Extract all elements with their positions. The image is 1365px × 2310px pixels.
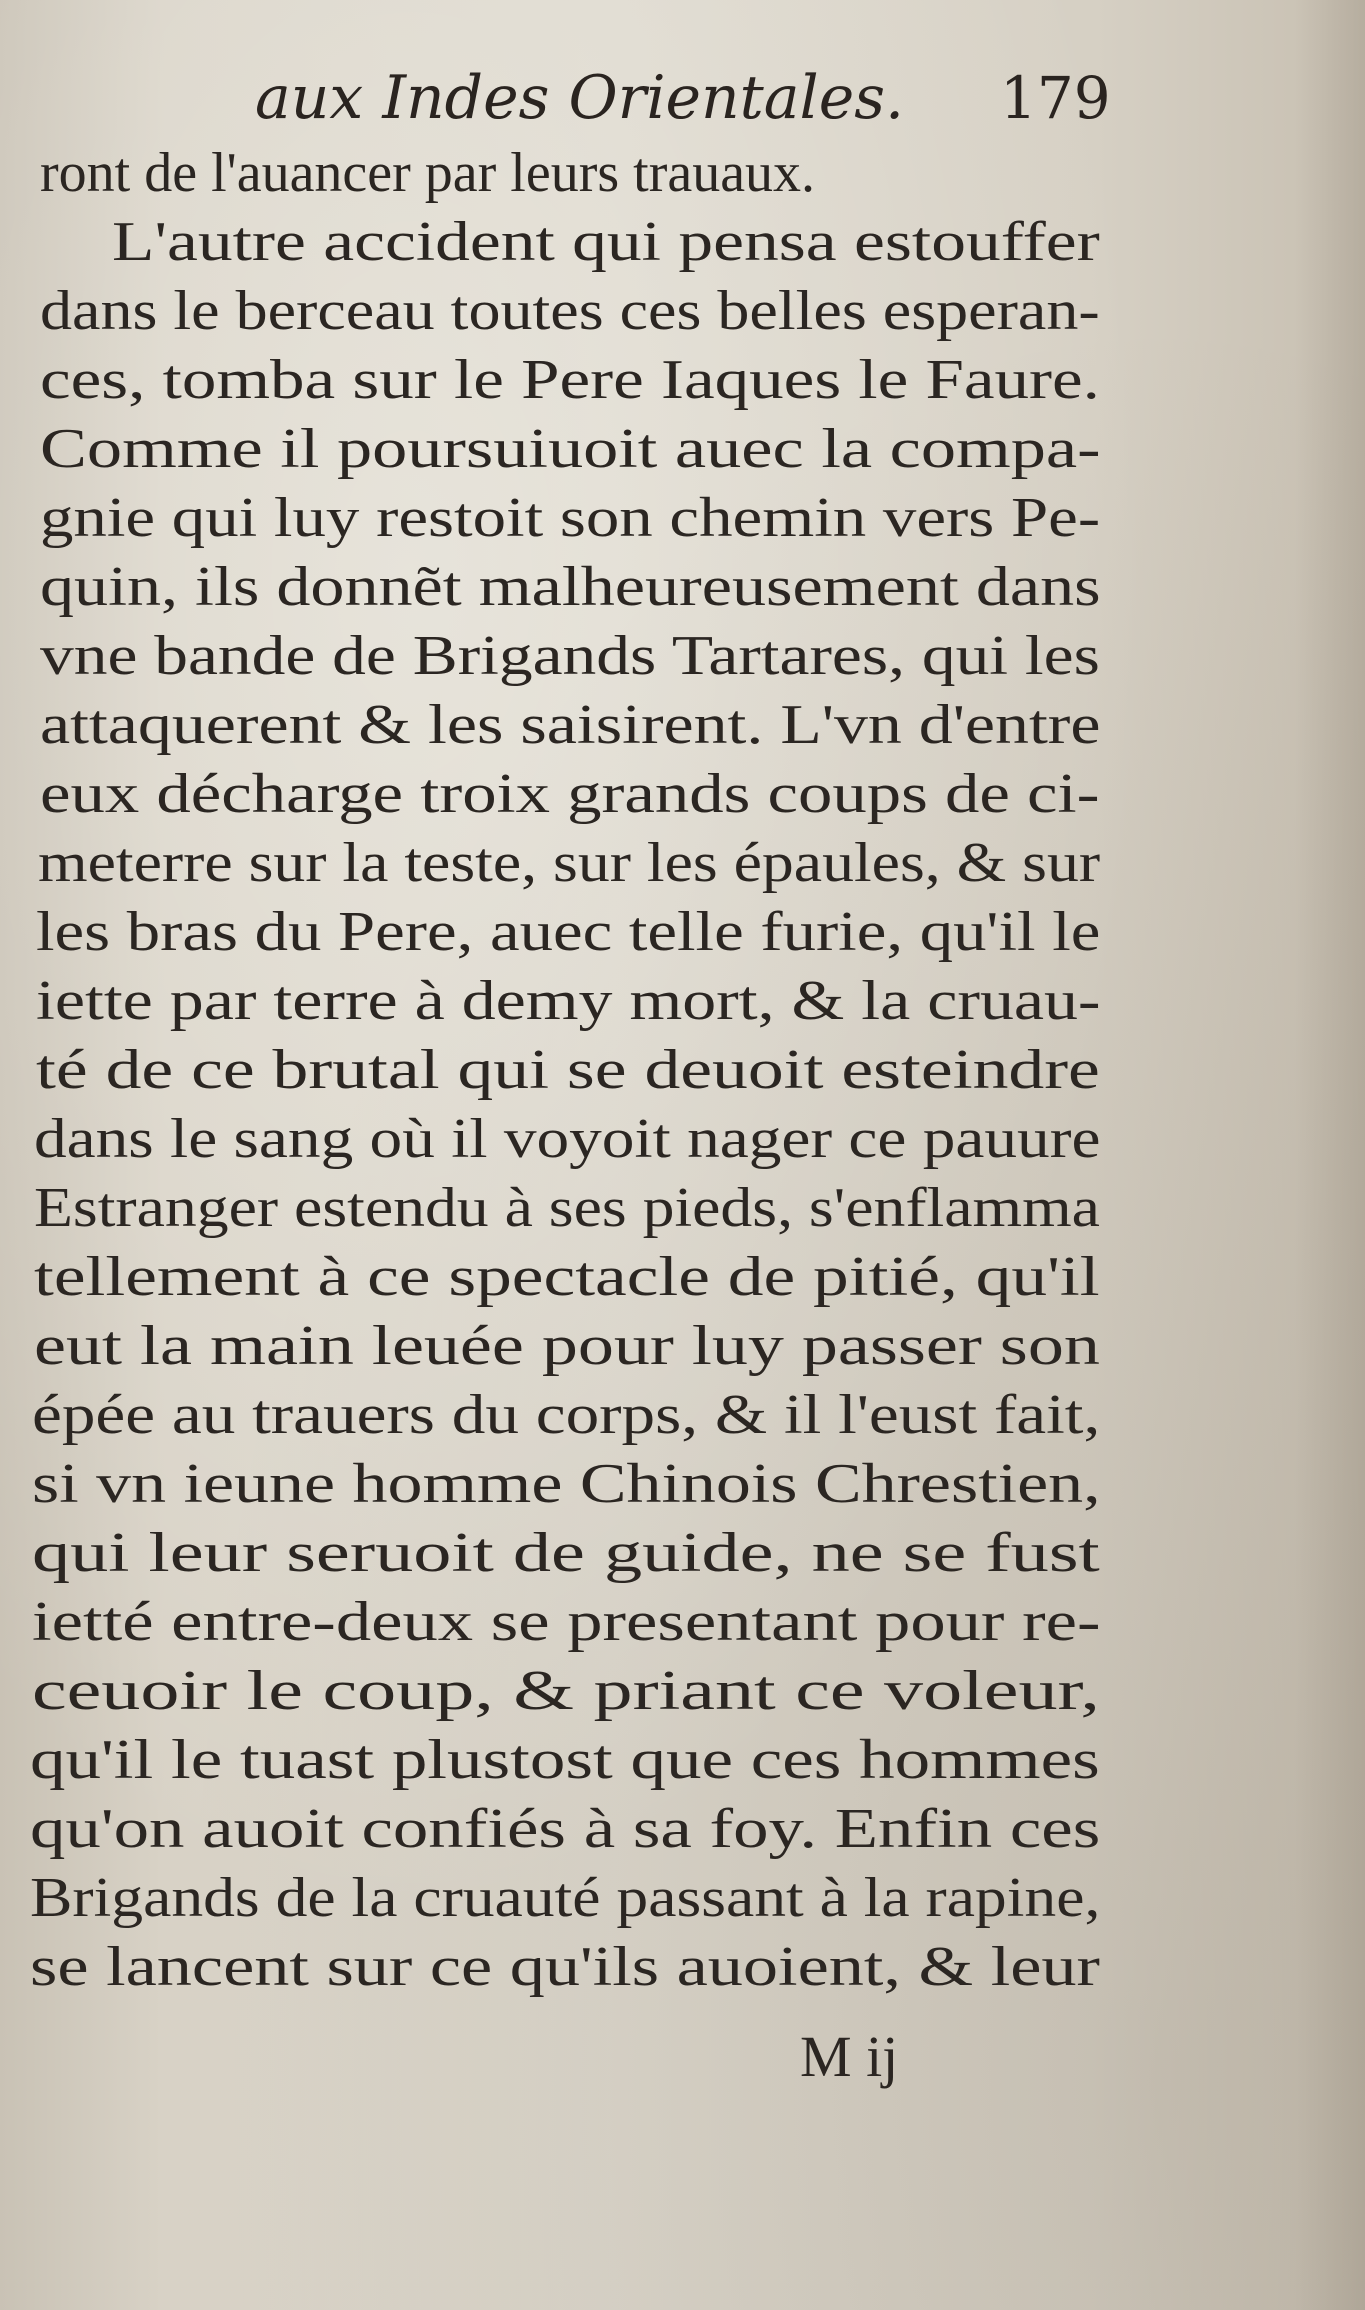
text-line: dans le berceau toutes ces belles esperan- — [40, 280, 1100, 342]
text-line: L'autre accident qui pensa estouffer — [112, 211, 1100, 273]
text-line: vne bande de Brigands Tartares, qui les — [40, 625, 1100, 687]
running-head: aux Indes Orientales. — [255, 63, 905, 133]
text-line: qu'il le tuast plustost que ces hommes — [30, 1729, 1100, 1791]
text-line: eut la main leuée pour luy passer son — [34, 1315, 1100, 1377]
text-line: té de ce brutal qui se deuoit esteindre — [36, 1039, 1100, 1101]
text-line: dans le sang où il voyoit nager ce pauure — [34, 1108, 1101, 1170]
text-line: meterre sur la teste, sur les épaules, & sur — [38, 832, 1101, 894]
text-line: ces, tomba sur le Pere Iaques le Faure. — [40, 349, 1100, 411]
text-line: les bras du Pere, auec telle furie, qu'il le — [36, 901, 1101, 963]
text-line: iette par terre à demy mort, & la cruau- — [36, 970, 1101, 1032]
text-line: attaquerent & les saisirent. L'vn d'entre — [40, 694, 1101, 756]
text-line: quin, ils donnẽt malheureusement dans — [40, 556, 1101, 618]
text-line: ront de l'auancer par leurs trauaux. — [40, 142, 816, 204]
text-line: Estranger estendu à ses pieds, s'enflamma — [34, 1177, 1100, 1239]
text-line: se lancent sur ce qu'ils auoient, & leur — [30, 1936, 1100, 1998]
text-line: ietté entre-deux se presentant pour re- — [32, 1591, 1101, 1653]
text-line: qui leur seruoit de guide, ne se fust — [32, 1522, 1100, 1584]
text-line: gnie qui luy restoit son chemin vers Pe- — [40, 487, 1101, 549]
text-line: qu'on auoit confiés à sa foy. Enfin ces — [30, 1798, 1101, 1860]
page-number: 179 — [1000, 64, 1111, 132]
page-edge-shadow — [1295, 0, 1365, 2310]
page-header — [0, 58, 1365, 138]
text-line: tellement à ce spectacle de pitié, qu'il — [34, 1246, 1100, 1308]
signature-mark: M ij — [800, 2024, 899, 2089]
text-line: eux décharge troix grands coups de ci- — [40, 763, 1100, 825]
text-line: ceuoir le coup, & priant ce voleur, — [32, 1660, 1100, 1722]
text-line: Brigands de la cruauté passant à la rapine, — [30, 1867, 1101, 1929]
text-line: si vn ieune homme Chinois Chrestien, — [32, 1453, 1101, 1515]
text-line: épée au trauers du corps, & il l'eust fait, — [32, 1384, 1101, 1446]
text-line: Comme il poursuiuoit auec la compa- — [40, 418, 1101, 480]
